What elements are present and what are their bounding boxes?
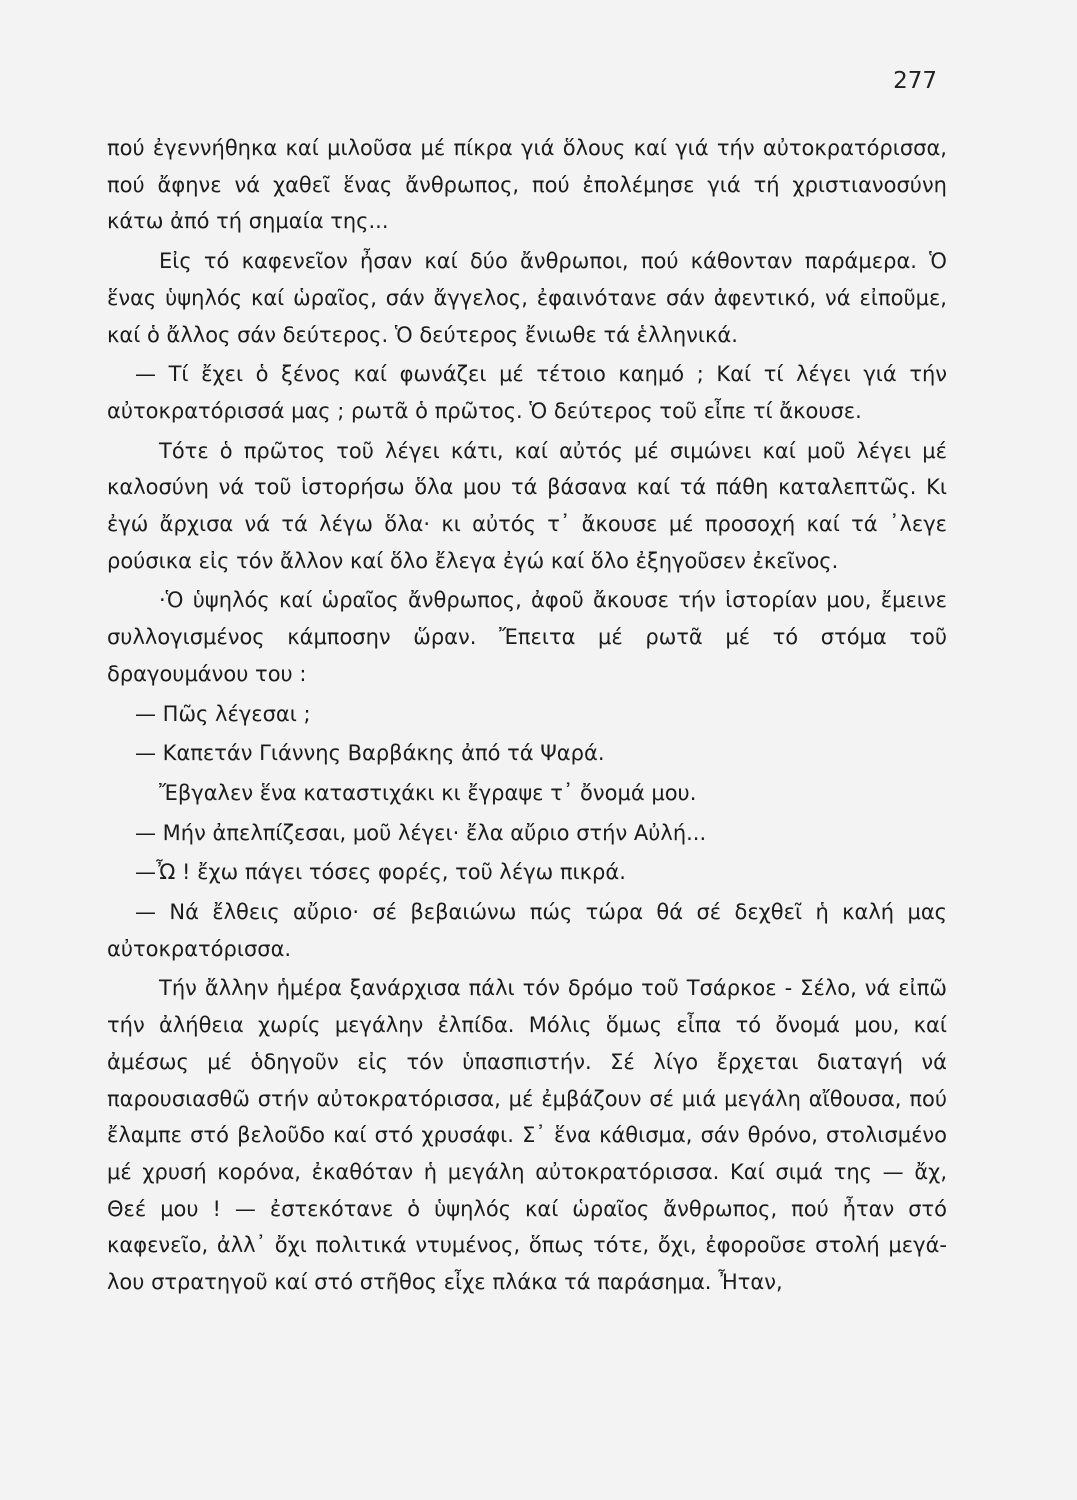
dialogue-line: —Ὦ ! ἔχω πάγει τόσες φορές, τοῦ λέγω πικρά.: [135, 860, 626, 885]
dialogue-line: — Πῶς λέγεσαι ;: [135, 701, 311, 726]
dialogue-line: — Νά ἔλθεις αὔριο· σέ βεβαιώνω πώς τώρα θά σέ δεχθεῖ ἡ καλή μας αὐτοκρατόρισσα.: [107, 900, 947, 961]
dialogue-line: — Καπετάν Γιάννης Βαρβάκης ἀπό τά Ψαρά.: [135, 741, 605, 766]
dialogue-line: — Τί ἔχει ὁ ξένος καί φωνάζει μέ τέτοιο καημό ; Καί τί λέγει γιά τήν αὐτοκρατόρισσά μας ; ρωτᾶ ὁ πρῶτος. Ὁ δεύτερος τοῦ εἶπε τί ἄκουσε.: [107, 362, 947, 423]
paragraph: πού ἐγεννήθηκα καί μιλοῦσα μέ πίκρα γιά ὅλους καί γιά τήν αὐτοκρατόρισσα, πού ἄφηνε νά χαθεῖ ἕνας ἄνθρωπος, πού ἐπολέμησε γιά τή χριστιανοσύνη κάτω ἀπό τή σημαία της...: [107, 136, 947, 234]
paragraph: Ἔβγαλεν ἕνα καταστιχάκι κι ἔγραψε τ᾽ ὄνομά μου.: [159, 780, 697, 805]
dialogue-line: — Μήν ἀπελπίζεσαι, μοῦ λέγει· ἔλα αὔριο στήν Αὐλή...: [135, 820, 707, 845]
paragraph: Εἰς τό καφενεῖον ἦσαν καί δύο ἄνθρωποι, πού κάθονταν παράμερα. Ὁ ἕνας ὑψηλός καί ὡραῖος, σάν ἄγγελος, ἐφαινότανε σάν ἀφεντικό, νά εἰποῦμε, καί ὁ ἄλλος σάν δεύτερος. Ὁ δεύτερος ἔνιωθε τά ἑλληνικά.: [107, 249, 947, 347]
paragraph: ·Ὁ ὑψηλός καί ὡραῖος ἄνθρωπος, ἀφοῦ ἄκουσε τήν ἱστορίαν μου, ἔμεινε συλλογισμένος κάμποσην ὥραν. Ἔπειτα μέ ρωτᾶ μέ τό στόμα τοῦ δραγουμάνου του :: [107, 588, 947, 686]
paragraph: Τήν ἄλλην ἡμέρα ξανάρχισα πάλι τόν δρόμο τοῦ Τσάρκοε - Σέλο, νά εἰπῶ τήν ἀλήθεια χωρίς μεγάλην ἐλπίδα. Μόλις ὅμως εἶπα τό ὄνομά μου, καί ἀμέσως μέ ὁδηγοῦν εἰς τόν ὑπασπιστήν. Σέ λίγο ἔρχεται διαταγή νά παρουσιασθῶ στήν αὐτοκρατόρισσα, μέ ἐμβάζουν σέ μιά μεγάλη αἴθουσα, πού ἔλαμπε στό βελοῦδο καί στό χρυσάφι. Σ᾽ ἕνα κάθισμα, σάν θρόνο, στολισμένο μέ χρυσή κορόνα, ἐκαθόταν ἡ μεγάλη αὐτοκρατόρισσα. Καί σιμά της — ἄχ, Θεέ μου ! — ἐστεκότανε ὁ ὑψηλός καί ὡραῖος ἄνθρωπος, πού ἦταν στό καφενεῖο, ἀλλ᾽ ὄχι πολιτικά ντυμένος, ὅπως τότε, ὄχι, ἐφοροῦσε στολή μεγάλου στρατηγοῦ καί στό στῆθος εἶχε πλάκα τά παράσημα. Ἦταν,: [107, 976, 947, 1295]
paragraph: Τότε ὁ πρῶτος τοῦ λέγει κάτι, καί αὐτός μέ σιμώνει καί μοῦ λέγει μέ καλοσύνη νά τοῦ ἱστορήσω ὅλα μου τά βάσανα καί τά πάθη καταλεπτῶς. Κι ἐγώ ἄρχισα νά τά λέγω ὅλα· κι αὐτός τ᾽ ἄκουσε μέ προσοχή καί τά ᾽λεγε ρούσικα εἰς τόν ἄλλον καί ὅλο ἔλεγα ἐγώ καί ὅλο ἐξηγοῦσεν ἐκεῖνος.: [107, 438, 947, 573]
page-number: 277: [893, 68, 937, 94]
body-text: [107, 130, 947, 1304]
